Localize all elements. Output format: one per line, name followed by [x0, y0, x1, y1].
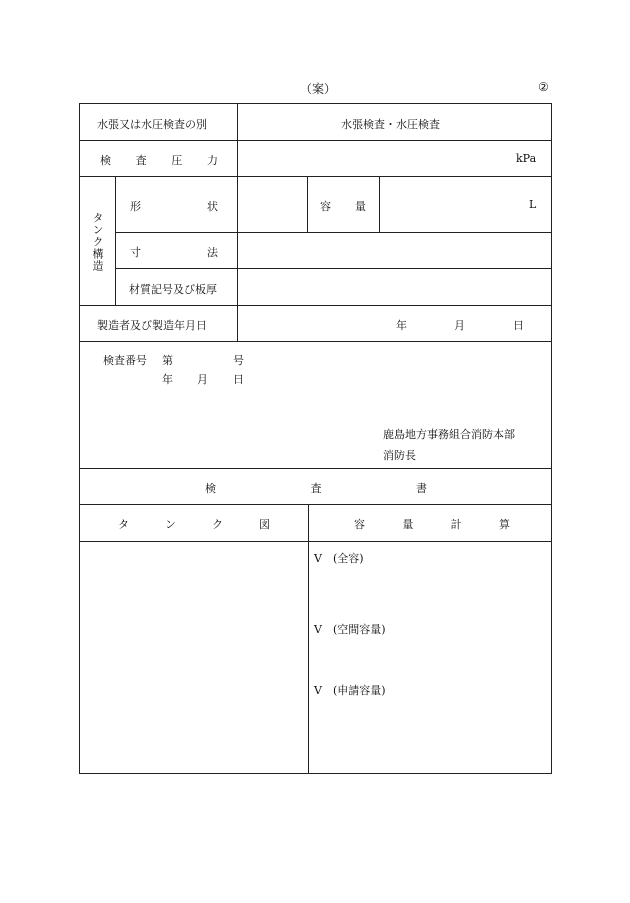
shape-label	[130, 198, 218, 214]
capacity-calc-char: 算	[498, 518, 510, 531]
calc-space-capacity: V (空間容量)	[314, 623, 386, 636]
certificate-title-char: 書	[416, 482, 427, 495]
shape-label-char: 形	[130, 200, 141, 213]
pressure-label-char: 力	[206, 154, 218, 167]
test-type-label: 水張又は水圧検査の別	[97, 118, 207, 131]
pressure-label	[100, 152, 218, 168]
capacity-calc-char: 容	[354, 518, 365, 531]
dimension-label-char: 法	[207, 246, 218, 259]
certificate-title-char: 検	[205, 482, 216, 495]
date-month: 月	[454, 319, 465, 332]
inspection-date-day: 日	[233, 373, 244, 386]
capacity-unit: L	[529, 198, 537, 211]
pressure-label-char: 圧	[171, 154, 183, 167]
material-label: 材質記号及び板厚	[129, 283, 217, 296]
capacity-calc-char: 計	[450, 518, 462, 531]
calc-total-capacity: V (全容)	[314, 552, 364, 565]
row-divider	[79, 468, 552, 469]
row-divider	[79, 504, 552, 505]
row-divider	[115, 232, 552, 233]
calc-applied-capacity: V (申請容量)	[314, 684, 386, 697]
inspection-date-year: 年	[162, 373, 173, 386]
row-divider	[79, 541, 552, 542]
tank-diagram-label	[118, 516, 270, 532]
issuer-organization: 鹿島地方事務組合消防本部	[383, 428, 515, 441]
capacity-label-char: 容	[320, 200, 331, 213]
pressure-label-char: 検	[100, 154, 111, 167]
pressure-label-char: 査	[135, 154, 147, 167]
column-divider	[308, 504, 309, 774]
test-type-value: 水張検査・水圧検査	[341, 118, 440, 131]
tank-diagram-char: タ	[118, 518, 129, 531]
capacity-label-char: 量	[355, 200, 366, 213]
date-day: 日	[513, 319, 524, 332]
inspection-number-label: 検査番号	[103, 354, 147, 367]
capacity-label	[320, 198, 366, 214]
certificate-title	[205, 480, 427, 496]
row-divider	[79, 176, 552, 177]
tank-diagram-char: ク	[212, 518, 223, 531]
column-divider	[115, 176, 116, 305]
pressure-unit: kPa	[516, 152, 537, 165]
tank-structure-label: タンク構造	[91, 212, 104, 272]
column-divider	[307, 176, 308, 232]
row-divider	[79, 140, 552, 141]
row-divider	[79, 341, 552, 342]
form-number: ②	[538, 80, 549, 94]
row-divider	[79, 305, 552, 306]
inspection-number-go: 号	[233, 354, 244, 367]
inspection-number-dai: 第	[162, 354, 173, 367]
dimension-label	[130, 244, 218, 260]
tank-diagram-char: 図	[259, 518, 270, 531]
column-divider	[379, 176, 380, 232]
dimension-label-char: 寸	[130, 246, 141, 259]
column-divider	[237, 103, 238, 341]
draft-mark: （案）	[300, 82, 337, 96]
tank-diagram-char: ン	[165, 518, 176, 531]
capacity-calc-char: 量	[402, 518, 414, 531]
certificate-title-char: 査	[310, 482, 322, 495]
capacity-calc-label	[354, 516, 510, 532]
date-year: 年	[396, 319, 407, 332]
shape-label-char: 状	[207, 200, 218, 213]
issuer-title: 消防長	[383, 449, 416, 462]
inspection-date-month: 月	[197, 373, 208, 386]
maker-label: 製造者及び製造年月日	[97, 319, 207, 332]
row-divider	[115, 268, 552, 269]
